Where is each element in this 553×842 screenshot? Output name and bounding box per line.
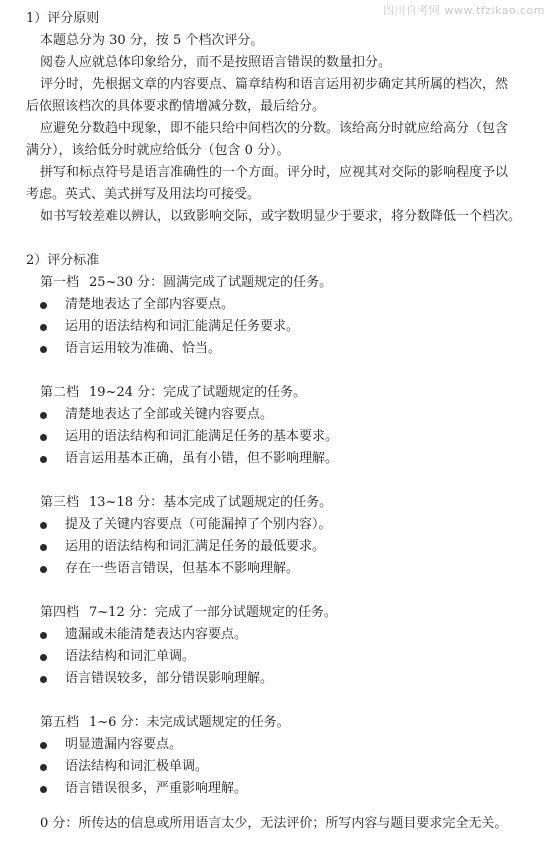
criterion-item <box>26 624 548 646</box>
criterion-text: 明显遗漏内容要点。 <box>65 737 183 752</box>
criterion-text: 遗漏或未能清楚表达内容要点。 <box>65 627 248 642</box>
tier-range: 13~18 分：基本完成了试题规定的任务。 <box>89 495 333 510</box>
criterion-item <box>26 646 548 668</box>
section1-heading: 1）评分原则 <box>26 11 100 26</box>
principle-line: 本题总分为 30 分，按 5 个档次评分。 <box>40 33 264 48</box>
tier-range: 1~6 分：未完成试题规定的任务。 <box>89 715 290 730</box>
bullet-icon <box>40 742 47 749</box>
criterion-item <box>26 536 548 558</box>
bullet-icon <box>40 764 47 771</box>
tier-heading <box>26 382 548 404</box>
criterion-item <box>26 448 548 470</box>
criterion-text: 语言运用基本正确，虽有小错，但不影响理解。 <box>65 451 339 466</box>
tier-label: 第三档 <box>40 495 80 510</box>
bullet-icon <box>40 456 47 463</box>
principle-line: 应避免分数趋中现象，即不能只给中间档次的分数。该给高分时就应给高分（包含 <box>40 121 509 136</box>
criterion-text: 清楚地表达了全部或关键内容要点。 <box>65 407 274 422</box>
bullet-icon <box>40 412 47 419</box>
principle-line: 拼写和标点符号是语言准确性的一个方面。评分时，应视其对交际的影响程度予以 <box>40 165 509 180</box>
bullet-icon <box>40 544 47 551</box>
criterion-item <box>26 558 548 580</box>
principle-line: 后依照该档次的具体要求酌情增减分数，最后给分。 <box>26 99 326 114</box>
criterion-text: 语法结构和词汇单调。 <box>65 649 196 664</box>
criterion-text: 存在一些语言错误，但基本不影响理解。 <box>65 561 300 576</box>
criterion-item <box>26 404 548 426</box>
criterion-item <box>26 778 548 800</box>
bullet-icon <box>40 302 47 309</box>
tier-label: 第二档 <box>40 385 80 400</box>
tier-label: 第五档 <box>40 715 80 730</box>
zero-score-rule: 0 分：所传达的信息或所用语言太少，无法评价；所写内容与题目要求完全无关。 <box>40 816 508 831</box>
bullet-icon <box>40 566 47 573</box>
bullet-icon <box>40 324 47 331</box>
principle-line: 如书写较差难以辨认，以致影响交际，或字数明显少于要求，将分数降低一个档次。 <box>40 209 522 224</box>
criterion-item <box>26 294 548 316</box>
watermark: 四川自考网 www.tfzikao.com <box>383 4 545 17</box>
criterion-item <box>26 668 548 690</box>
section2-heading: 2）评分标准 <box>26 253 100 268</box>
criterion-text: 语言错误较多，部分错误影响理解。 <box>65 671 274 686</box>
criterion-text: 运用的语法结构和词汇满足任务的最低要求。 <box>65 539 326 554</box>
tier-range: 25~30 分：圆满完成了试题规定的任务。 <box>89 275 333 290</box>
bullet-icon <box>40 632 47 639</box>
criterion-text: 提及了关键内容要点（可能漏掉了个别内容）。 <box>65 517 332 532</box>
criterion-text: 清楚地表达了全部内容要点。 <box>65 297 235 312</box>
tier-heading <box>26 712 548 734</box>
tier-heading <box>26 272 548 294</box>
tier-range: 7~12 分：完成了一部分试题规定的任务。 <box>89 605 337 620</box>
criterion-text: 语言错误很多，严重影响理解。 <box>65 781 248 796</box>
criterion-text: 运用的语法结构和词汇能满足任务的基本要求。 <box>65 429 339 444</box>
tier-label: 第一档 <box>40 275 80 290</box>
criterion-item <box>26 338 548 360</box>
tier-range: 19~24 分：完成了试题规定的任务。 <box>89 385 307 400</box>
bullet-icon <box>40 654 47 661</box>
bullet-icon <box>40 676 47 683</box>
bullet-icon <box>40 522 47 529</box>
document-page <box>26 8 548 835</box>
principle-line: 满分），该给低分时就应给低分（包含 0 分）。 <box>26 143 290 158</box>
criterion-item <box>26 426 548 448</box>
criterion-item <box>26 316 548 338</box>
bullet-icon <box>40 434 47 441</box>
bullet-icon <box>40 786 47 793</box>
principle-line: 评分时，先根据文章的内容要点、篇章结构和语言运用初步确定其所属的档次，然 <box>40 77 509 92</box>
criterion-item <box>26 756 548 778</box>
criterion-item <box>26 514 548 536</box>
tier-heading <box>26 492 548 514</box>
bullet-icon <box>40 346 47 353</box>
tier-heading <box>26 602 548 624</box>
tier-label: 第四档 <box>40 605 80 620</box>
principle-line: 考虑。英式、美式拼写及用法均可接受。 <box>26 187 261 202</box>
criterion-text: 运用的语法结构和词汇能满足任务要求。 <box>65 319 300 334</box>
criterion-text: 语言运用较为准确、恰当。 <box>65 341 222 356</box>
principle-line: 阅卷人应就总体印象给分，而不是按照语言错误的数量扣分。 <box>40 55 392 70</box>
criterion-item <box>26 734 548 756</box>
criterion-text: 语法结构和词汇极单调。 <box>65 759 209 774</box>
